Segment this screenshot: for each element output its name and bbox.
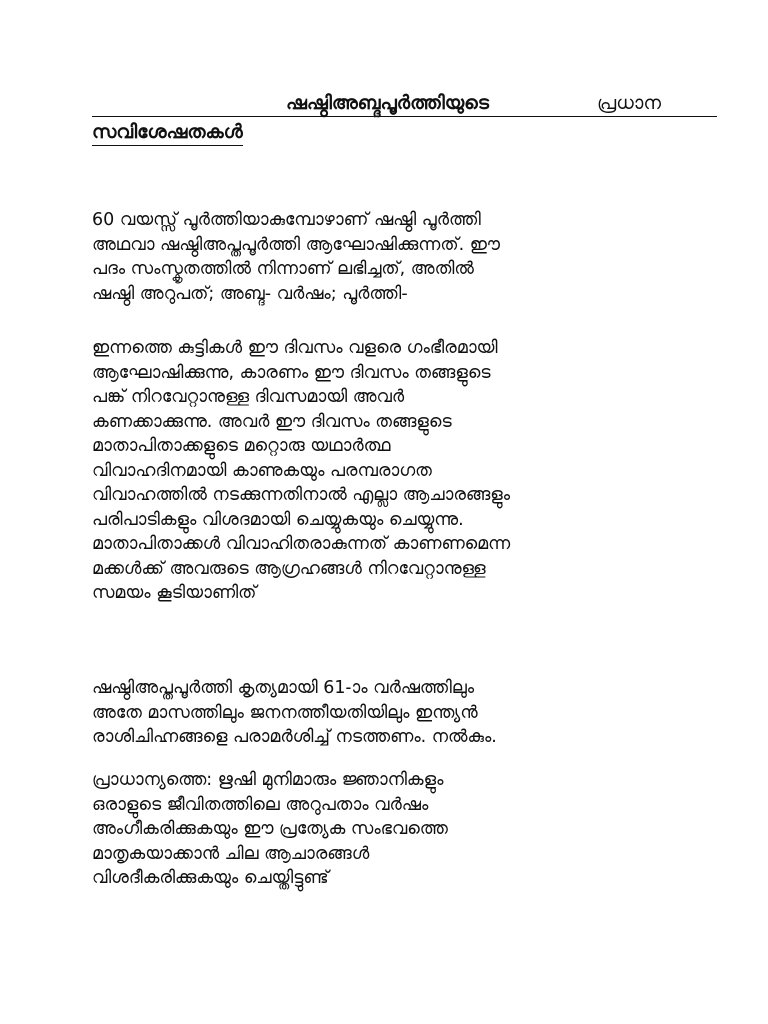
text-line: സമയം കൂടിയാണിത് bbox=[92, 583, 257, 603]
text-line: അതേ മാസത്തിലും ജനനത്തീയതിയിലും ഇന്ത്യൻ bbox=[92, 702, 478, 723]
text-line: പ്രാധാന്യത്തെ: ഋഷി മുനിമാരും ജ്ഞാനികളും bbox=[92, 770, 444, 790]
title-line-1 bbox=[92, 88, 717, 117]
text-line: ഷഷ്ഠിഅപ്തപൂർത്തി കൃത്യമായി 61-ാം വർഷത്തിലും bbox=[92, 678, 475, 698]
document-title bbox=[92, 88, 717, 146]
paragraph-significance bbox=[92, 768, 692, 891]
text-line: പങ്ക് നിറവേറ്റാനുള്ള ദിവസമായി അവർ bbox=[92, 387, 405, 407]
text-line: വിവാഹദിനമായി കാണുകയും പരമ്പരാഗത bbox=[92, 460, 432, 481]
text-line: ആഘോഷിക്കുന്നു, കാരണം ഈ ദിവസം തങ്ങളുടെ bbox=[92, 362, 491, 383]
text-line: ഇന്നത്തെ കുട്ടികൾ ഈ ദിവസം വളരെ ഗംഭീരമായി bbox=[92, 338, 498, 358]
title-text-part-2: പ്രധാന bbox=[597, 92, 662, 114]
paragraph-celebration bbox=[92, 336, 692, 606]
text-line: മാതാപിതാക്കൾ വിവാഹിതരാകുന്നത് കാണണമെന്ന bbox=[92, 534, 511, 554]
text-line: അഥവാ ഷഷ്ഠിഅപ്തപൂർത്തി ആഘോഷിക്കുന്നത്. ഈ bbox=[92, 234, 501, 255]
paragraph-timing bbox=[92, 676, 692, 750]
text-line: പരിപാടികളും വിശദമായി ചെയ്യുകയും ചെയ്യുന്നു. bbox=[92, 509, 464, 530]
text-line: രാശിചിഹ്നങ്ങളെ പരാമർശിച്ച് നടത്തണം. നൽകും. bbox=[92, 727, 497, 747]
text-line: 60 വയസ്സ് പൂർത്തിയാകുമ്പോഴാണ് ഷഷ്ഠി പൂർത്തി bbox=[92, 210, 481, 230]
text-line: വിശദീകരിക്കുകയും ചെയ്തിട്ടുണ്ട് bbox=[92, 868, 329, 888]
text-line: കണക്കാക്കുന്നു. അവർ ഈ ദിവസം തങ്ങളുടെ bbox=[92, 411, 452, 432]
paragraph-definition bbox=[92, 208, 692, 306]
text-line: പദം സംസ്കൃതത്തിൽ നിന്നാണ് ലഭിച്ചത്, അതിൽ bbox=[92, 259, 474, 279]
title-text-part-1: ഷഷ്ഠിഅബ്ദപൂർത്തിയുടെ bbox=[286, 92, 489, 114]
text-line: ഷഷ്ഠി അറുപത്; അബ്ദ- വർഷം; പൂർത്തി- bbox=[92, 283, 408, 304]
text-line: ഒരാളുടെ ജീവിതത്തിലെ അറുപതാം വർഷം bbox=[92, 794, 429, 815]
text-line: മക്കൾക്ക് അവരുടെ ആഗ്രഹങ്ങൾ നിറവേറ്റാനുള്ള bbox=[92, 558, 486, 579]
text-line: മാതൃകയാക്കാൻ ചില ആചാരങ്ങൾ bbox=[92, 843, 370, 864]
text-line: അംഗീകരിക്കുകയും ഈ പ്രത്യേക സംഭവത്തെ bbox=[92, 819, 448, 839]
text-line: മാതാപിതാക്കളുടെ മറ്റൊരു യഥാർത്ഥ bbox=[92, 436, 391, 456]
text-line: വിവാഹത്തിൽ നടക്കുന്നതിനാൽ എല്ലാ ആചാരങ്ങളും bbox=[92, 485, 511, 505]
title-line-2: സവിശേഷതകൾ bbox=[92, 121, 243, 146]
